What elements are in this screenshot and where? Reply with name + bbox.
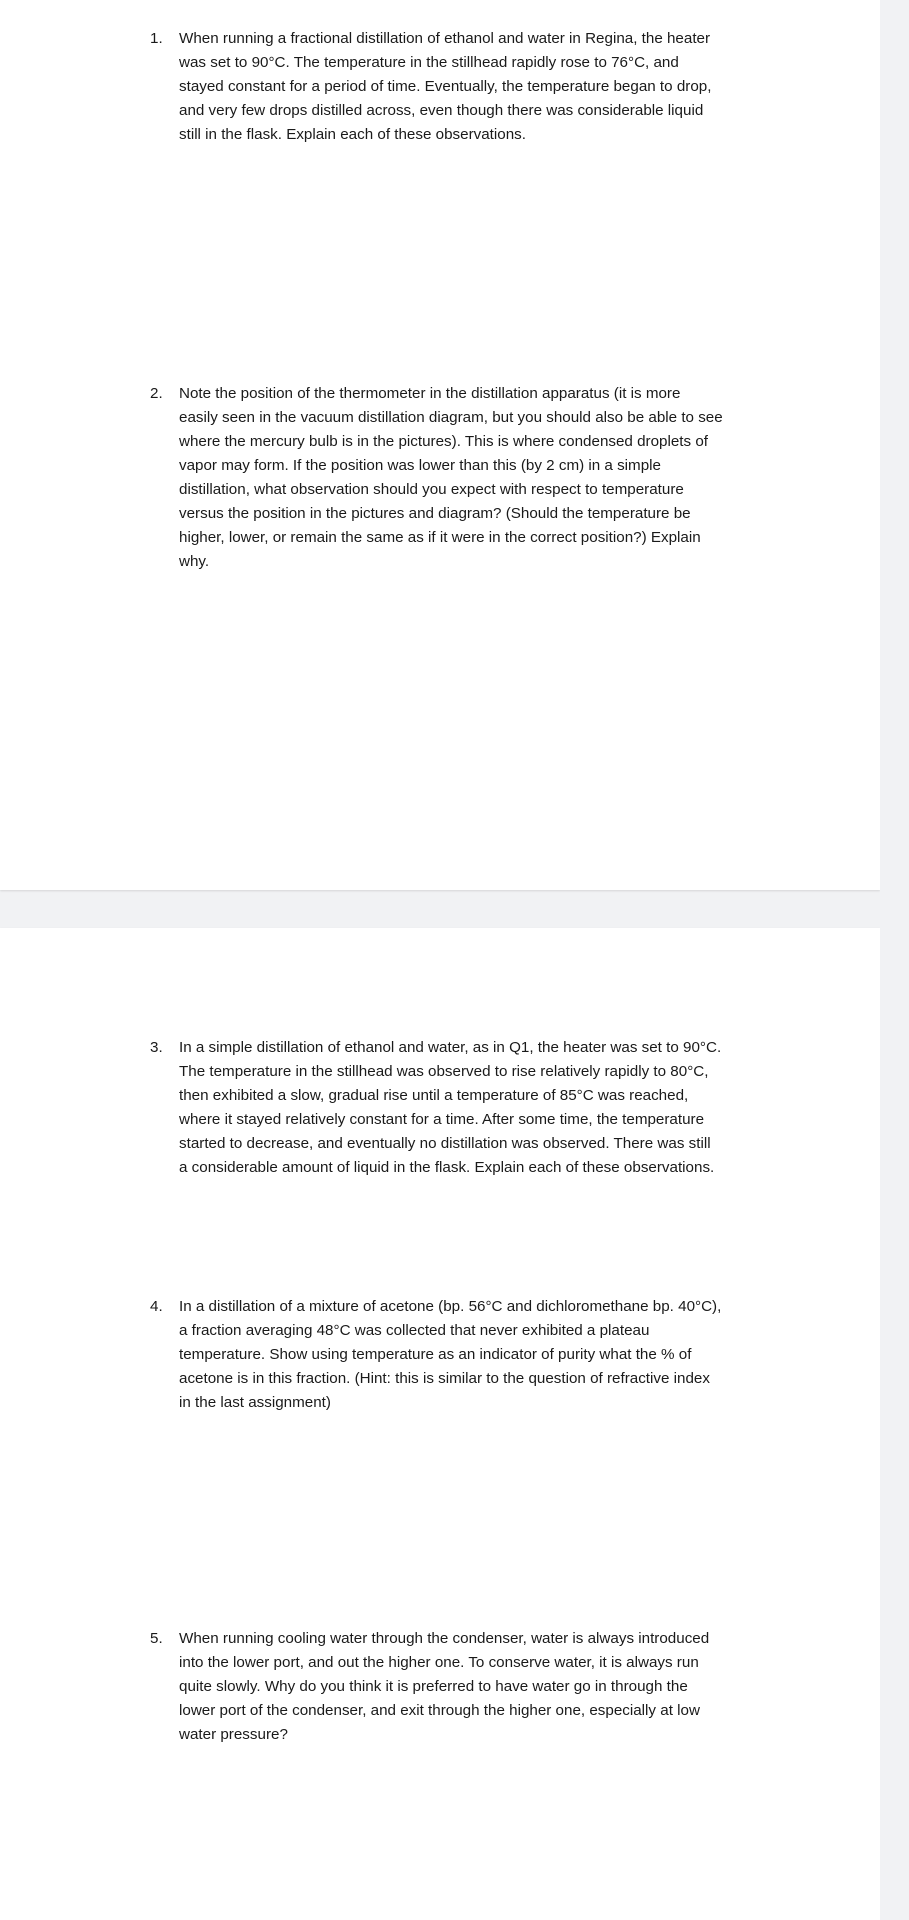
question-line: then exhibited a slow, gradual rise until a temperature of 85°C was reached,: [179, 1087, 689, 1104]
question-line: was set to 90°C. The temperature in the stillhead rapidly rose to 76°C, and: [179, 54, 679, 71]
question-text: [179, 1295, 780, 1415]
question-5: [150, 1627, 780, 1747]
question-line: into the lower port, and out the higher one. To conserve water, it is always run: [179, 1654, 699, 1671]
question-line: still in the flask. Explain each of these observations.: [179, 126, 526, 143]
question-line: acetone is in this fraction. (Hint: this is similar to the question of refractive index: [179, 1370, 710, 1387]
scroll-gutter[interactable]: [880, 0, 909, 1920]
question-text: [179, 1036, 780, 1180]
question-line: versus the position in the pictures and diagram? (Should the temperature be: [179, 505, 691, 522]
question-line: stayed constant for a period of time. Eventually, the temperature began to drop,: [179, 78, 712, 95]
question-line: why.: [179, 553, 210, 570]
question-line: distillation, what observation should you expect with respect to temperature: [179, 481, 684, 498]
question-line: lower port of the condenser, and exit through the higher one, especially at low: [179, 1702, 700, 1719]
question-line: higher, lower, or remain the same as if it were in the correct position?) Explain: [179, 529, 701, 546]
question-number: 3.: [150, 1039, 163, 1056]
question-line: where it stayed relatively constant for a time. After some time, the temperature: [179, 1111, 705, 1128]
question-1: [150, 27, 780, 147]
question-3: [150, 1036, 780, 1180]
question-text: [179, 1627, 780, 1747]
question-line: The temperature in the stillhead was observed to rise relatively rapidly to 80°C,: [179, 1063, 709, 1080]
question-line: a considerable amount of liquid in the flask. Explain each of these observations.: [179, 1159, 715, 1176]
question-text: [179, 27, 780, 147]
question-line: quite slowly. Why do you think it is preferred to have water go in through the: [179, 1678, 688, 1695]
question-line: water pressure?: [179, 1726, 288, 1743]
question-line: In a distillation of a mixture of acetone (bp. 56°C and dichloromethane bp. 40°C),: [179, 1298, 722, 1315]
question-line: easily seen in the vacuum distillation diagram, but you should also be able to see: [179, 409, 723, 426]
question-line: vapor may form. If the position was lower than this (by 2 cm) in a simple: [179, 457, 661, 474]
question-line: in the last assignment): [179, 1394, 331, 1411]
question-line: Note the position of the thermometer in the distillation apparatus (it is more: [179, 385, 681, 402]
question-line: temperature. Show using temperature as an indicator of purity what the % of: [179, 1346, 692, 1363]
question-line: In a simple distillation of ethanol and water, as in Q1, the heater was set to 90°C.: [179, 1039, 722, 1056]
question-number: 2.: [150, 385, 163, 402]
question-4: [150, 1295, 780, 1415]
question-line: When running a fractional distillation of ethanol and water in Regina, the heater: [179, 30, 711, 47]
question-line: and very few drops distilled across, even though there was considerable liquid: [179, 102, 704, 119]
question-line: a fraction averaging 48°C was collected that never exhibited a plateau: [179, 1322, 650, 1339]
question-number: 4.: [150, 1298, 163, 1315]
question-line: When running cooling water through the condenser, water is always introduced: [179, 1630, 710, 1647]
question-number: 5.: [150, 1630, 163, 1647]
question-text: [179, 382, 780, 574]
question-line: started to decrease, and eventually no distillation was observed. There was still: [179, 1135, 711, 1152]
question-line: where the mercury bulb is in the pictures). This is where condensed droplets of: [179, 433, 709, 450]
question-2: [150, 382, 780, 574]
question-number: 1.: [150, 30, 163, 47]
